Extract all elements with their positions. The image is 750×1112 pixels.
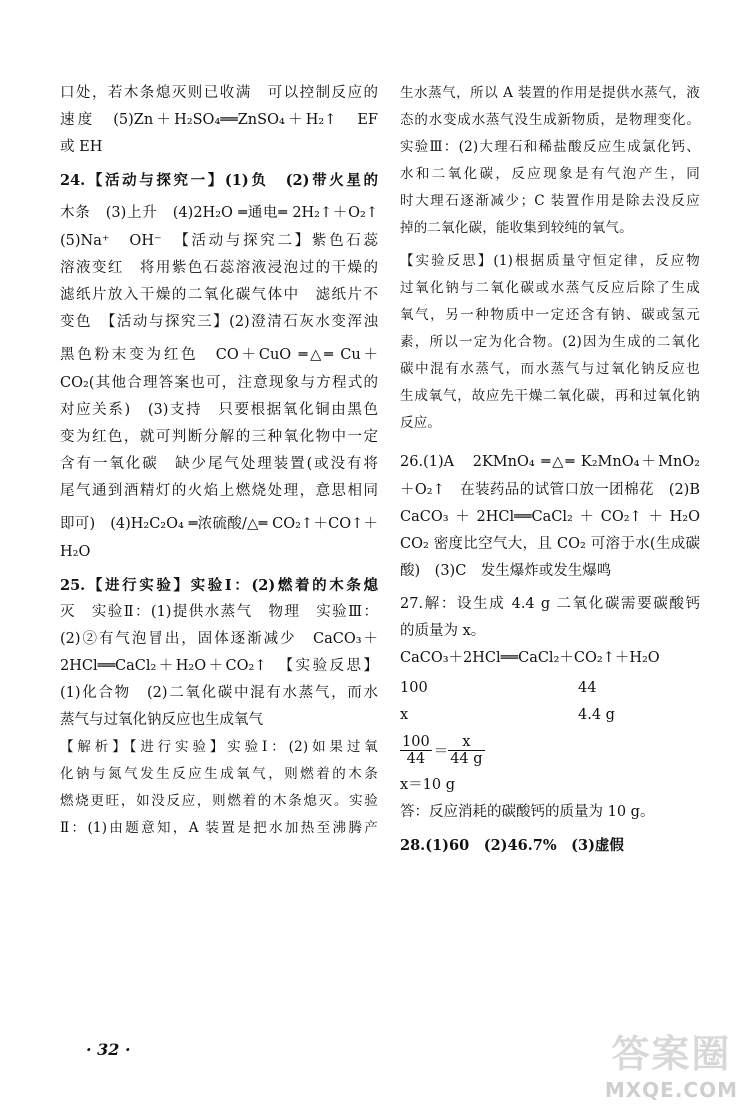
- question-27-line: 27.解：设生成 4.4 g 二氧化碳需要碳酸钙: [400, 596, 700, 612]
- analysis-line: 碳中混有水蒸气，而水蒸气与过氧化钠反应也: [400, 361, 700, 377]
- calc-mass-co2: 44: [578, 679, 597, 696]
- watermark-site: MXQE.COM: [604, 1078, 738, 1102]
- text-line: (2)②有气泡冒出，固体逐渐减少 CaCO₃＋: [60, 631, 378, 647]
- fraction-left: [400, 734, 432, 767]
- text-line: 变色 【活动与探究三】(2)澄清石灰水变浑浊: [60, 314, 378, 330]
- equals-sign: ＝: [433, 743, 449, 760]
- analysis-line: 生水蒸气，所以 A 装置的作用是提供水蒸气，液: [400, 85, 700, 101]
- analysis-line: 【实验反思】(1)根据质量守恒定律，反应物: [400, 253, 700, 269]
- question-24-heading: 24.【活动与探究一】(1)负 (2)带火星的: [60, 172, 378, 189]
- text-line: (1)化合物 (2)二氧化碳中混有水蒸气，而水: [60, 685, 378, 701]
- equation-line: 黑色粉末变为红色 CO＋CuO ═△═ Cu＋: [60, 347, 378, 363]
- analysis-line: Ⅱ：(1)由题意知，A 装置是把水加热至沸腾产: [60, 820, 378, 836]
- text-line: ＋O₂↑ 在装药品的试管口放一团棉花 (2)B: [400, 482, 700, 498]
- analysis-line: 掉的二氧化碳，能收集到较纯的氧气。: [400, 220, 633, 236]
- fraction-numerator: 100: [402, 733, 430, 750]
- text-line: (5)Na⁺ OH⁻ 【活动与探究二】紫色石蕊: [60, 233, 378, 249]
- watermark-logo: 答案圈: [611, 1032, 732, 1076]
- text-line: 对应关系) (3)支持 只要根据氧化铜由黑色: [60, 402, 378, 418]
- analysis-line: 【解析】【进行实验】实验Ⅰ：(2)如果过氧: [60, 739, 378, 755]
- fraction-numerator: x: [448, 734, 484, 751]
- calc-ratio-table: [400, 674, 615, 728]
- text-line: 的质量为 x。: [400, 623, 486, 639]
- analysis-line: 水和二氧化碳，反应现象是有气泡产生，同: [400, 166, 700, 182]
- analysis-line: 反应。: [400, 415, 442, 431]
- text-line: 溶液变红 将用紫色石蕊溶液浸泡过的干燥的: [60, 260, 378, 276]
- watermark: [605, 1023, 738, 1102]
- calc-mass-caco3: 100: [400, 679, 428, 696]
- equation-line: 即可) (4)H₂C₂O₄ ═浓硫酸/△═ CO₂↑＋CO↑＋: [60, 516, 378, 532]
- text-line: 蒸气与过氧化钠反应也生成氧气: [60, 712, 263, 728]
- text-line: CO₂(其他合理答案也可，注意现象与方程式的: [60, 375, 378, 391]
- proportion-equation: [400, 728, 700, 772]
- analysis-line: 态的水变成水蒸气没生成新物质，是物理变化。: [400, 112, 700, 128]
- text-line: 或 EH: [60, 139, 103, 155]
- question-25-heading: 25.【进行实验】实验Ⅰ：(2)燃着的木条熄: [60, 577, 378, 594]
- text-line: 口处，若木条熄灭则已收满 可以控制反应的: [60, 85, 378, 101]
- analysis-line: 燃烧更旺，如没反应，则燃着的木条熄灭。实验: [60, 793, 378, 809]
- calc-equation: CaCO₃＋2HCl══CaCl₂＋CO₂↑＋H₂O: [400, 650, 660, 666]
- analysis-line: 实验Ⅲ：(2)大理石和稀盐酸反应生成氯化钙、: [400, 139, 700, 155]
- fraction-denominator: 44 g: [450, 750, 483, 767]
- question-28-line: 28.(1)60 (2)46.7% (3)虚假: [400, 837, 624, 854]
- page-number: · 32 ·: [86, 1040, 131, 1059]
- text-line: 2HCl══CaCl₂＋H₂O＋CO₂↑ 【实验反思】: [60, 658, 378, 674]
- fraction-right: [448, 734, 484, 767]
- calc-result: x＝10 g: [400, 777, 456, 793]
- text-line: 酸) (3)C 发生爆炸或发生爆鸣: [400, 563, 612, 579]
- question-26-line: 26.(1)A 2KMnO₄ ═△═ K₂MnO₄＋MnO₂: [400, 454, 700, 470]
- fraction-denominator: 44: [406, 750, 426, 767]
- equation-line: CaCO₃＋2HCl══CaCl₂＋CO₂↑＋H₂O: [400, 509, 700, 525]
- text-line: 速度 (5)Zn＋H₂SO₄══ZnSO₄＋H₂↑ EF: [60, 112, 378, 128]
- equation-line: 木条 (3)上升 (4)2H₂O ═通电═ 2H₂↑＋O₂↑: [60, 205, 378, 221]
- analysis-line: 过氧化钠与二氧化碳或水蒸气反应后除了生成: [400, 280, 700, 296]
- text-line: 滤纸片放入干燥的二氧化碳气体中 滤纸片不: [60, 287, 378, 303]
- analysis-line: 生成氧气，故应先干燥二氧化碳，再和过氧化钠: [400, 388, 700, 404]
- analysis-line: 化钠与氮气发生反应生成氧气，则燃着的木条: [60, 766, 378, 782]
- analysis-line: 氧气，另一种物质中一定还含有钠、碳或氢元: [400, 307, 700, 323]
- text-line: 灭 实验Ⅱ：(1)提供水蒸气 物理 实验Ⅲ：: [60, 604, 378, 620]
- text-line: CO₂ 密度比空气大，且 CO₂ 可溶于水(生成碳: [400, 536, 700, 552]
- left-column: [60, 80, 378, 842]
- text-line: 尾气通到酒精灯的火焰上燃烧处理，意思相同: [60, 483, 378, 499]
- calc-answer: 答：反应消耗的碳酸钙的质量为 10 g。: [400, 804, 655, 820]
- calc-unknown-x: x: [400, 706, 409, 723]
- text-line: 变为红色，就可判断分解的三种氧化物中一定: [60, 429, 378, 445]
- right-column: [400, 80, 700, 859]
- text-line: H₂O: [60, 544, 91, 560]
- text-line: 含有一氧化碳 缺少尾气处理装置(或没有将: [60, 456, 378, 472]
- analysis-line: 时大理石逐渐减少；C 装置作用是除去没反应: [400, 193, 700, 209]
- calc-given-mass: 4.4 g: [578, 706, 615, 723]
- analysis-line: 素，所以一定为化合物。(2)因为生成的二氧化: [400, 334, 700, 350]
